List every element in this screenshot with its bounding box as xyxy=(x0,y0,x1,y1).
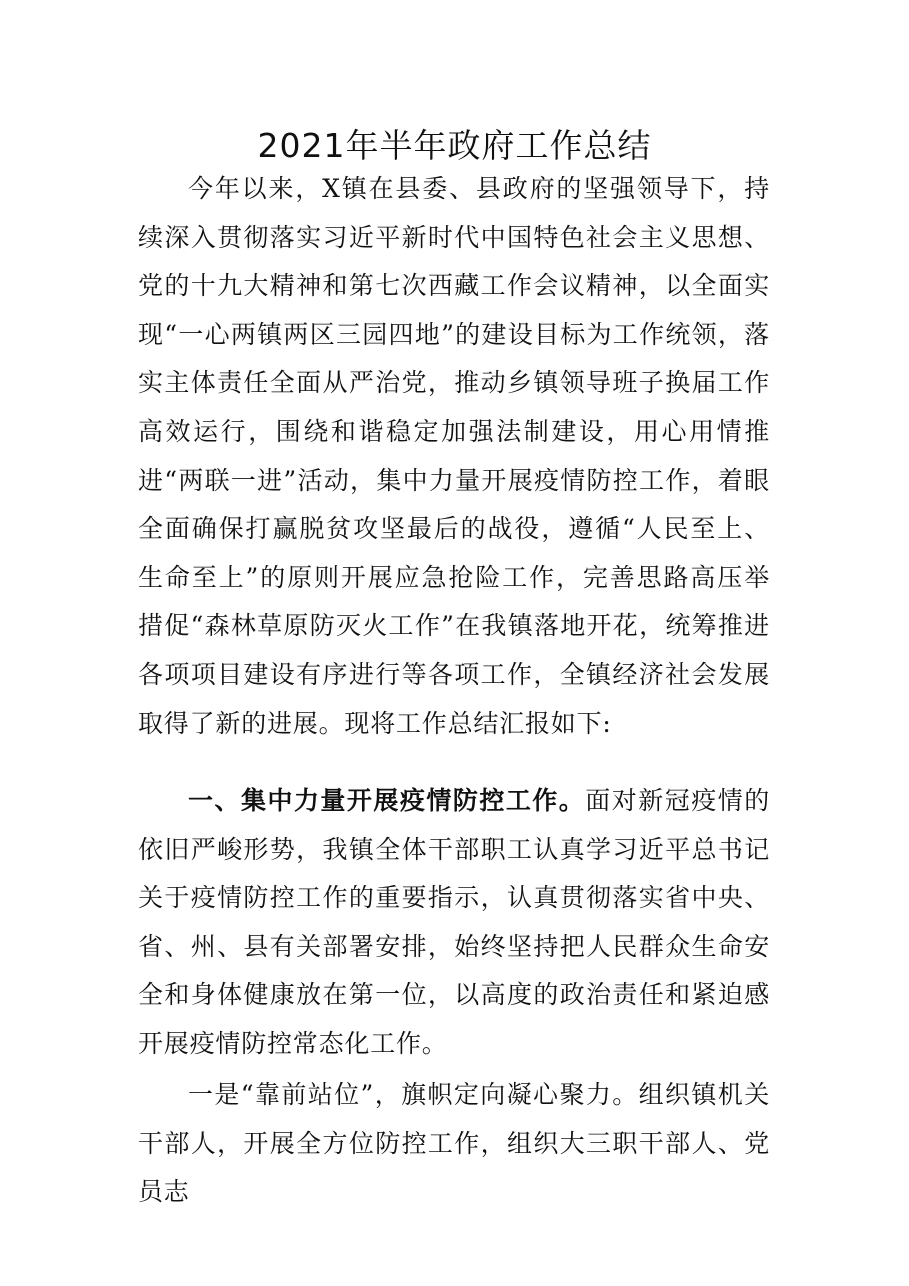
paragraph-text: 一是“靠前站位”，旗帜定向凝心聚力。组织镇机关干部人，开展全方位防控工作，组织大三职干部人、党员志 xyxy=(138,1080,770,1207)
section-heading: 一、集中力量开展疫情防控工作。 xyxy=(188,786,586,815)
document-title: 2021年半年政府工作总结 xyxy=(257,126,652,165)
paragraph-text: 今年以来，X镇在县委、县政府的坚强领导下，持续深入贯彻落实习近平新时代中国特色社会主义思想、党的十九大精神和第七次西藏工作会议精神，以全面实现“一心两镇两区三园四地”的建设目标为工作统领，落实主体责任全面从严治党，推动乡镇领导班子换届工作高效运行，围绕和谐稳定加强法制建设，用心用情推进“两联一进”活动，集中力量开展疫情防控工作，着眼全面确保打赢脱贫攻坚最后的战役，遵循“人民至上、生命至上”的原则开展应急抢险工作，完善思路高压举措促“森林草原防灭火工作”在我镇落地开花，统筹推进各项项目建设有序进行等各项工作，全镇经济社会发展取得了新的进展。现将工作总结汇报如下: xyxy=(138,174,770,738)
section-one-paragraph xyxy=(138,777,770,1069)
paragraph-text: 面对新冠疫情的依旧严峻形势，我镇全体干部职工认真学习近平总书记关于疫情防控工作的重要指示，认真贯彻落实省中央、省、州、县有关部署安排，始终坚持把人民群众生命安全和身体健康放在第一位，以高度的政治责任和紧迫感开展疫情防控常态化工作。 xyxy=(138,786,770,1058)
point-one-paragraph xyxy=(138,1071,770,1217)
intro-paragraph xyxy=(138,165,770,748)
